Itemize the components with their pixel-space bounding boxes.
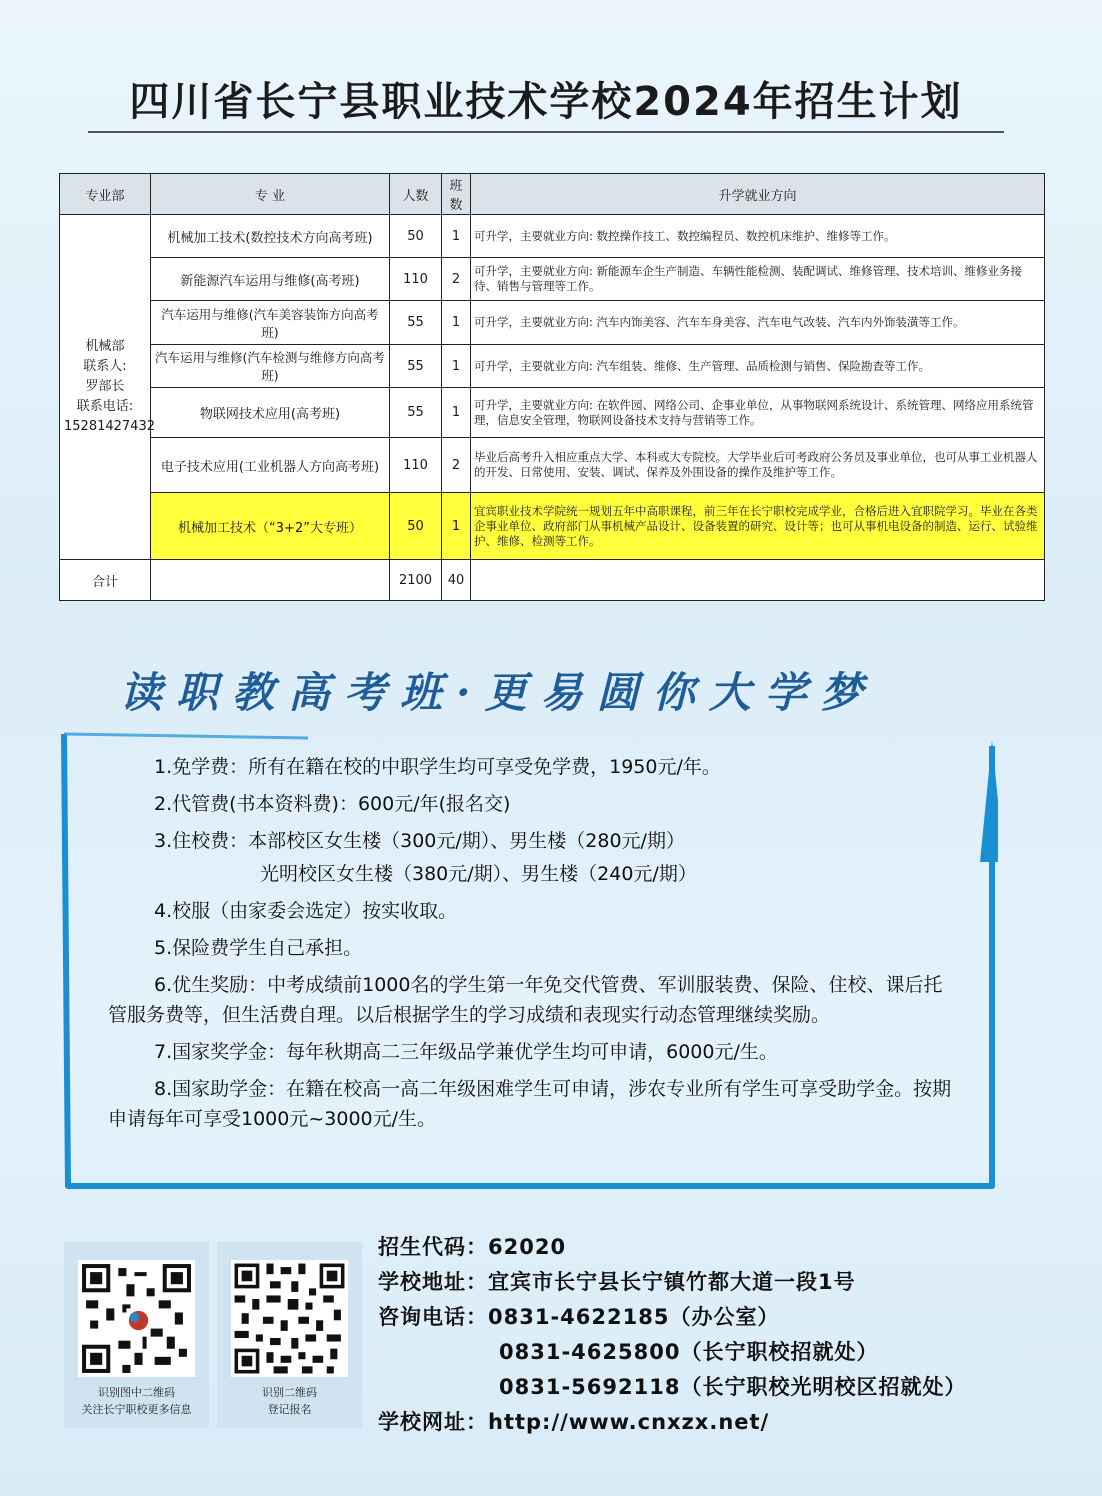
table-row (60, 215, 1045, 258)
major-cell: 物联网技术应用(高考班) (151, 388, 390, 438)
header-classes: 班数 (442, 174, 471, 215)
department-contact-name: 罗部长 (85, 379, 125, 394)
classes-cell: 1 (442, 388, 471, 438)
classes-cell: 2 (442, 258, 471, 301)
fee-item: 2.代管费(书本资料费)：600元/年(报名交) (154, 793, 511, 815)
fee-list (108, 752, 958, 1141)
department-name: 机械部 (85, 339, 125, 354)
total-classes: 40 (442, 560, 471, 601)
school-address: 学校地址：宜宾市长宁县长宁镇竹都大道一段1号 (378, 1270, 856, 1294)
total-major-empty (151, 560, 390, 601)
major-cell: 机械加工技术(数控技术方向高考班) (151, 215, 390, 258)
table-total-row (60, 560, 1045, 601)
direction-cell: 毕业后高考升入相应重点大学、本科或大专院校。大学毕业后可考政府公务员及事业单位，也可从事工业机器人的开发、日常使用、安装、调试、保养及外围设备的操作及维护等工作。 (471, 438, 1045, 493)
department-phone: 15281427432 (64, 419, 155, 434)
total-direction-empty (471, 560, 1045, 601)
total-count: 2100 (390, 560, 442, 601)
enrollment-table (59, 173, 1045, 601)
enrollment-code: 招生代码：62020 (378, 1235, 567, 1259)
qr-caption: 识别二维码 (262, 1386, 317, 1399)
school-website[interactable]: 学校网址：http://www.cnxzx.net/ (378, 1410, 770, 1434)
count-cell: 110 (390, 438, 442, 493)
phone-office: 咨询电话：0831-4622185（办公室） (378, 1305, 780, 1329)
table-row (60, 301, 1045, 345)
qr-code-icon[interactable] (78, 1260, 195, 1377)
fee-item: 4.校服（由家委会选定）按实收取。 (154, 900, 458, 922)
major-cell: 机械加工技术（“3+2”大专班） (151, 493, 390, 560)
qr-caption: 登记报名 (267, 1403, 312, 1416)
title-underline (88, 131, 1004, 133)
table-row (60, 388, 1045, 438)
table-row (60, 258, 1045, 301)
direction-cell: 宜宾职业技术学院统一规划五年中高职课程，前三年在长宁职校完成学业，合格后进入宜职院学习。毕业在各类企事业单位、政府部门从事机械产品设计、设备装置的研究、设计等；也可从事机电设备的制造、运行、试验维护、维修、检测等工作。 (471, 493, 1045, 560)
header-major: 专 业 (151, 174, 390, 215)
header-department: 专业部 (60, 174, 151, 215)
count-cell: 110 (390, 258, 442, 301)
major-cell: 电子技术应用(工业机器人方向高考班) (151, 438, 390, 493)
header-count: 人数 (390, 174, 442, 215)
classes-cell: 1 (442, 493, 471, 560)
table-header-row (60, 174, 1045, 215)
fee-item: 8.国家助学金：在籍在校高一高二年级困难学生可申请，涉农专业所有学生可享受助学金。按期申请每年可享受1000元~3000元/生。 (108, 1078, 952, 1130)
fee-item: 7.国家奖学金：每年秋期高二三年级品学兼优学生均可申请，6000元/生。 (154, 1041, 778, 1063)
table-row (60, 438, 1045, 493)
table-row-highlighted (60, 493, 1045, 560)
major-cell: 汽车运用与维修(汽车美容装饰方向高考班) (151, 301, 390, 345)
classes-cell: 2 (442, 438, 471, 493)
fee-item: 5.保险费学生自己承担。 (154, 937, 363, 959)
major-cell: 新能源汽车运用与维修(高考班) (151, 258, 390, 301)
direction-cell: 可升学，主要就业方向: 数控操作技工、数控编程员、数控机床维护、维修等工作。 (471, 215, 1045, 258)
direction-cell: 可升学，主要就业方向: 汽车内饰美容、汽车车身美容、汽车电气改装、汽车内外饰装潢等工作。 (471, 301, 1045, 345)
major-cell: 汽车运用与维修(汽车检测与维修方向高考班) (151, 345, 390, 388)
slogan: 读职教高考班·更易圆你大学梦 (120, 668, 877, 717)
phone-guangming: 0831-5692118（长宁职校光明校区招就处） (499, 1375, 967, 1399)
classes-cell: 1 (442, 215, 471, 258)
count-cell: 55 (390, 388, 442, 438)
qr-card-follow (64, 1242, 209, 1428)
table-row (60, 345, 1045, 388)
qr-card-register (217, 1242, 362, 1428)
header-direction: 升学就业方向 (471, 174, 1045, 215)
page-title: 四川省长宁县职业技术学校2024年招生计划 (129, 79, 963, 125)
department-phone-label: 联系电话: (76, 399, 134, 414)
qr-caption: 关注长宁职校更多信息 (81, 1403, 192, 1416)
phone-enrollment: 0831-4625800（长宁职校招就处） (499, 1340, 879, 1364)
count-cell: 55 (390, 345, 442, 388)
department-cell (60, 215, 155, 560)
fee-item: 3.住校费：本部校区女生楼（300元/期）、男生楼（280元/期） (154, 830, 685, 852)
count-cell: 50 (390, 493, 442, 560)
fee-item: 1.免学费：所有在籍在校的中职学生均可享受免学费，1950元/年。 (154, 756, 721, 778)
count-cell: 55 (390, 301, 442, 345)
qr-code-icon[interactable] (231, 1260, 348, 1377)
direction-cell: 可升学，主要就业方向: 新能源车企生产制造、车辆性能检测、装配调试、维修管理、技术培训、维修业务接待、销售与管理等工作。 (471, 258, 1045, 301)
classes-cell: 1 (442, 345, 471, 388)
department-contact-label: 联系人: (83, 359, 127, 374)
fee-item-continued: 光明校区女生楼（380元/期）、男生楼（240元/期） (260, 863, 697, 885)
count-cell: 50 (390, 215, 442, 258)
total-label: 合计 (60, 560, 151, 601)
fee-item: 6.优生奖励：中考成绩前1000名的学生第一年免交代管费、军训服装费、保险、住校、课后托管服务费等，但生活费自理。以后根据学生的学习成绩和表现实行动态管理继续奖励。 (108, 974, 943, 1026)
direction-cell: 可升学，主要就业方向: 汽车组装、维修、生产管理、品质检测与销售、保险勘查等工作。 (471, 345, 1045, 388)
qr-caption: 识别图中二维码 (98, 1386, 175, 1399)
classes-cell: 1 (442, 301, 471, 345)
contact-info (378, 1230, 966, 1440)
direction-cell: 可升学，主要就业方向: 在软件园、网络公司、企事业单位，从事物联网系统设计、系统管理、网络应用系统管理，信息安全管理，物联网设备技术支持与营销等工作。 (471, 388, 1045, 438)
